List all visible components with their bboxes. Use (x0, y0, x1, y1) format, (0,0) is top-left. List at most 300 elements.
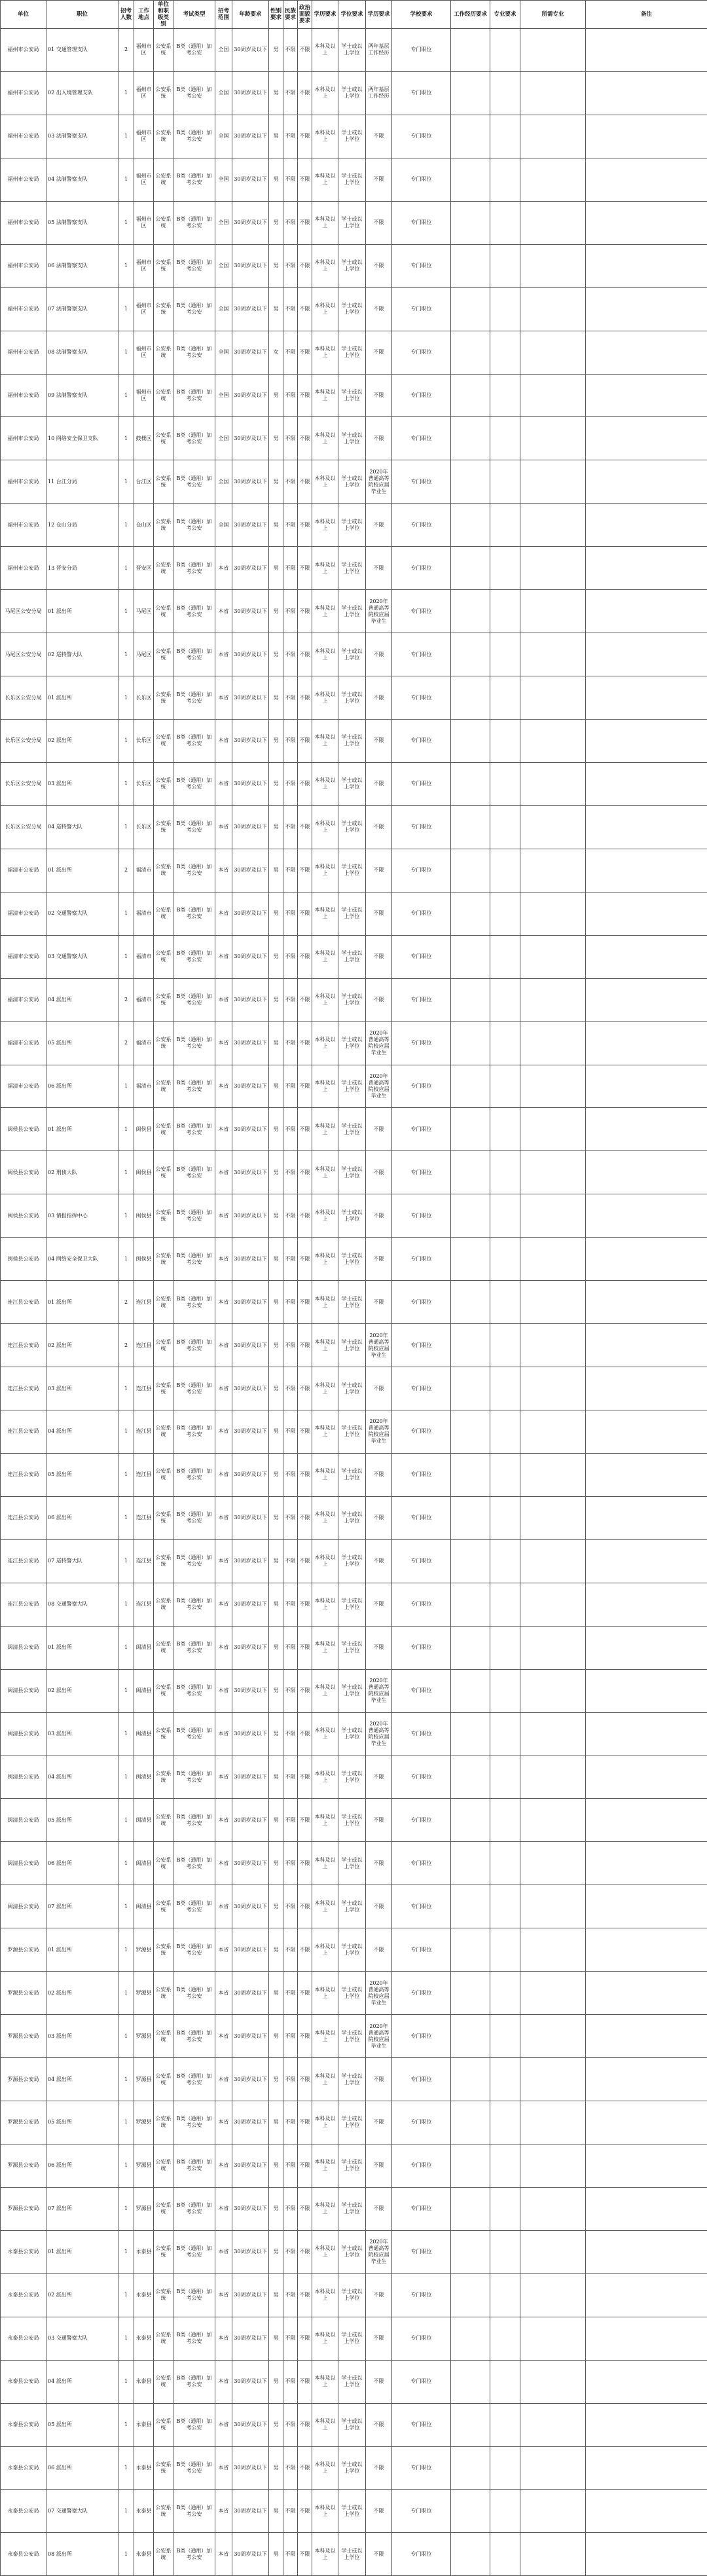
table-cell: 本科及以上 (312, 1972, 338, 2015)
table-cell (451, 29, 490, 72)
table-cell: 04 派出所 (46, 2058, 118, 2101)
table-cell: 连江县公安局 (1, 1324, 46, 1367)
table-cell: 不限 (298, 287, 312, 331)
table-cell: B类（通用）加考公安 (173, 1583, 215, 1626)
table-cell: 2020年普通高等院校应届毕业生 (366, 590, 392, 633)
table-cell: 永泰县公安局 (1, 2317, 46, 2360)
table-cell: 公安系统 (154, 1453, 173, 1496)
table-cell (451, 115, 490, 158)
table-row (1, 158, 707, 201)
table-cell: 学士或以上学位 (338, 762, 366, 805)
table-cell: 08 法制警察支队 (46, 331, 118, 374)
table-cell: 公安系统 (154, 805, 173, 849)
table-cell (490, 547, 520, 590)
table-cell (520, 460, 586, 504)
table-cell: 01 派出所 (46, 1108, 118, 1151)
table-cell (490, 805, 520, 849)
table-cell (451, 676, 490, 720)
table-cell: 公安系统 (154, 2446, 173, 2490)
table-cell: 闽清县公安局 (1, 1712, 46, 1756)
table-cell: 福州市公安局 (1, 287, 46, 331)
table-cell: 不限 (366, 1842, 392, 1885)
table-cell: 30周岁及以下 (232, 1626, 269, 1669)
column-header: 所需专业 (520, 1, 586, 29)
table-cell: 不限 (283, 2058, 298, 2101)
table-cell: 30周岁及以下 (232, 2273, 269, 2317)
column-header: 工作经历要求 (451, 1, 490, 29)
table-cell: 04 网络安全保卫大队 (46, 1238, 118, 1281)
table-row (1, 2187, 707, 2230)
table-header-row (1, 1, 707, 29)
table-cell (520, 374, 586, 417)
table-row (1, 2015, 707, 2058)
table-cell (586, 201, 707, 244)
table-cell: 公安系统 (154, 2187, 173, 2230)
table-cell: 不限 (298, 2273, 312, 2317)
table-cell (451, 504, 490, 547)
table-cell: 专门职位 (392, 1065, 451, 1108)
table-cell: 本科及以上 (312, 1539, 338, 1583)
table-cell (451, 1324, 490, 1367)
table-cell: 男 (269, 2273, 283, 2317)
table-cell: 专门职位 (392, 805, 451, 849)
table-cell: 男 (269, 2360, 283, 2403)
table-cell: 福清市公安局 (1, 1021, 46, 1065)
table-cell: 01 交通管理支队 (46, 29, 118, 72)
table-cell: 男 (269, 158, 283, 201)
table-cell: 本省 (215, 2533, 232, 2576)
table-cell (520, 2101, 586, 2144)
table-cell: 专门职位 (392, 2273, 451, 2317)
table-cell: 本科及以上 (312, 1324, 338, 1367)
table-cell: 不限 (283, 1021, 298, 1065)
table-cell: 不限 (283, 1972, 298, 2015)
table-cell: 09 法制警察支队 (46, 374, 118, 417)
table-cell: 06 法制警察支队 (46, 244, 118, 287)
table-cell: 不限 (283, 633, 298, 676)
table-cell (520, 805, 586, 849)
table-cell: B类（通用）加考公安 (173, 1281, 215, 1324)
table-cell: 02 派出所 (46, 1669, 118, 1712)
table-cell: 专门职位 (392, 1756, 451, 1799)
table-cell: B类（通用）加考公安 (173, 287, 215, 331)
table-cell: 公安系统 (154, 158, 173, 201)
table-cell: 男 (269, 1539, 283, 1583)
table-cell (586, 1410, 707, 1454)
table-cell: 学士或以上学位 (338, 935, 366, 978)
table-cell: 学士或以上学位 (338, 978, 366, 1021)
table-cell (586, 1324, 707, 1367)
table-cell: 连江县 (134, 1367, 154, 1410)
table-cell: 男 (269, 978, 283, 1021)
table-cell: 男 (269, 633, 283, 676)
table-cell: B类（通用）加考公安 (173, 1194, 215, 1238)
table-cell: B类（通用）加考公安 (173, 158, 215, 201)
table-cell: 男 (269, 2015, 283, 2058)
table-cell: 不限 (283, 935, 298, 978)
table-cell: 学士或以上学位 (338, 1410, 366, 1454)
table-row (1, 935, 707, 978)
table-cell: 本科及以上 (312, 1238, 338, 1281)
table-cell: 30周岁及以下 (232, 1972, 269, 2015)
table-cell: 不限 (283, 1194, 298, 1238)
table-cell: 鼓楼区 (134, 417, 154, 460)
table-cell (586, 633, 707, 676)
table-cell: 本科及以上 (312, 1885, 338, 1928)
table-cell: 男 (269, 2144, 283, 2187)
table-cell: 马尾区公安分局 (1, 633, 46, 676)
table-cell: 不限 (366, 1539, 392, 1583)
table-cell (520, 1885, 586, 1928)
table-cell: 03 法制警察支队 (46, 115, 118, 158)
table-cell (490, 1453, 520, 1496)
table-cell: 学士或以上学位 (338, 1021, 366, 1065)
table-row (1, 1410, 707, 1454)
table-cell: B类（通用）加考公安 (173, 504, 215, 547)
table-cell: B类（通用）加考公安 (173, 71, 215, 115)
table-cell: 公安系统 (154, 2317, 173, 2360)
table-cell: 长乐区 (134, 676, 154, 720)
table-cell: 本省 (215, 805, 232, 849)
table-cell: 男 (269, 374, 283, 417)
table-cell: 本科及以上 (312, 2230, 338, 2273)
table-cell (520, 201, 586, 244)
table-row (1, 1281, 707, 1324)
table-row (1, 1324, 707, 1367)
table-cell (586, 287, 707, 331)
table-cell: 专门职位 (392, 2101, 451, 2144)
table-cell: 男 (269, 2533, 283, 2576)
table-cell: 03 派出所 (46, 1712, 118, 1756)
table-cell: 学士或以上学位 (338, 2403, 366, 2446)
table-cell: 永泰县 (134, 2403, 154, 2446)
table-cell (451, 2273, 490, 2317)
table-cell: 30周岁及以下 (232, 762, 269, 805)
table-cell: 不限 (366, 935, 392, 978)
table-cell: 不限 (298, 2360, 312, 2403)
table-cell: 男 (269, 1885, 283, 1928)
table-cell (586, 1539, 707, 1583)
table-cell: 本省 (215, 1669, 232, 1712)
table-cell: 30周岁及以下 (232, 29, 269, 72)
table-cell: 不限 (283, 1410, 298, 1454)
table-cell: 不限 (283, 29, 298, 72)
table-cell: 全国 (215, 71, 232, 115)
table-cell (520, 417, 586, 460)
table-cell: 学士或以上学位 (338, 1367, 366, 1410)
table-cell: 本省 (215, 1108, 232, 1151)
table-cell: 不限 (298, 547, 312, 590)
table-cell (586, 2101, 707, 2144)
table-cell: 公安系统 (154, 115, 173, 158)
table-row (1, 417, 707, 460)
table-cell: 不限 (366, 201, 392, 244)
table-cell: 专门职位 (392, 1539, 451, 1583)
table-row (1, 287, 707, 331)
table-cell: 福清市 (134, 849, 154, 892)
table-cell: 永泰县公安局 (1, 2446, 46, 2490)
table-cell: 不限 (298, 1367, 312, 1410)
table-cell: 福州市公安局 (1, 460, 46, 504)
table-cell (490, 287, 520, 331)
table-cell: 07 法制警察支队 (46, 287, 118, 331)
table-cell: 连江县 (134, 1281, 154, 1324)
table-cell: 不限 (298, 2446, 312, 2490)
table-row (1, 244, 707, 287)
table-cell: 不限 (283, 849, 298, 892)
table-cell: 不限 (298, 115, 312, 158)
table-cell: 福州市区 (134, 29, 154, 72)
table-cell: 不限 (366, 287, 392, 331)
table-cell: 1 (118, 71, 134, 115)
table-cell: 学士或以上学位 (338, 287, 366, 331)
table-cell: 1 (118, 935, 134, 978)
table-cell: 两年基层工作经历 (366, 29, 392, 72)
table-cell (586, 2533, 707, 2576)
table-row (1, 849, 707, 892)
table-cell (490, 1712, 520, 1756)
table-cell: 永泰县公安局 (1, 2273, 46, 2317)
table-cell (520, 2360, 586, 2403)
table-cell (451, 1238, 490, 1281)
table-cell: 本省 (215, 2230, 232, 2273)
table-cell: 不限 (366, 2058, 392, 2101)
table-cell: 马尾区 (134, 633, 154, 676)
table-cell (490, 460, 520, 504)
table-cell: 福清市 (134, 892, 154, 935)
table-cell: 01 派出所 (46, 1626, 118, 1669)
table-cell: 不限 (283, 1842, 298, 1885)
table-cell: 不限 (298, 1928, 312, 1972)
table-cell: 30周岁及以下 (232, 2317, 269, 2360)
table-cell (586, 29, 707, 72)
table-cell: 学士或以上学位 (338, 1885, 366, 1928)
table-cell: 公安系统 (154, 29, 173, 72)
table-cell (586, 504, 707, 547)
table-cell: 公安系统 (154, 720, 173, 763)
table-cell: 罗源县 (134, 2187, 154, 2230)
table-cell: 学士或以上学位 (338, 2446, 366, 2490)
table-row (1, 331, 707, 374)
table-cell: 男 (269, 1021, 283, 1065)
table-cell: 1 (118, 1410, 134, 1454)
table-cell: 专门职位 (392, 547, 451, 590)
table-cell: 1 (118, 115, 134, 158)
table-cell: 02 派出所 (46, 1324, 118, 1367)
column-header: 考试类型 (173, 1, 215, 29)
table-cell: 闽清县 (134, 1669, 154, 1712)
table-cell: B类（通用）加考公安 (173, 1885, 215, 1928)
table-cell: 本省 (215, 978, 232, 1021)
table-cell: 男 (269, 1799, 283, 1842)
table-cell: 不限 (298, 2144, 312, 2187)
table-cell: 30周岁及以下 (232, 590, 269, 633)
table-cell (520, 1799, 586, 1842)
table-cell: 公安系统 (154, 1539, 173, 1583)
table-cell: 不限 (283, 2273, 298, 2317)
table-cell: 本科及以上 (312, 1453, 338, 1496)
table-cell: B类（通用）加考公安 (173, 1626, 215, 1669)
table-cell: 03 交通警察大队 (46, 2317, 118, 2360)
table-row (1, 633, 707, 676)
table-cell: 学士或以上学位 (338, 504, 366, 547)
table-cell: 不限 (366, 2144, 392, 2187)
table-cell: 本科及以上 (312, 892, 338, 935)
table-cell: 30周岁及以下 (232, 935, 269, 978)
table-row (1, 2144, 707, 2187)
table-cell (520, 1842, 586, 1885)
table-cell: 学士或以上学位 (338, 1756, 366, 1799)
table-cell: 不限 (283, 1367, 298, 1410)
table-cell: 公安系统 (154, 244, 173, 287)
table-cell: 不限 (298, 676, 312, 720)
table-cell (490, 1410, 520, 1454)
table-cell: 公安系统 (154, 2403, 173, 2446)
table-cell: B类（通用）加考公安 (173, 1367, 215, 1410)
table-cell: 1 (118, 2533, 134, 2576)
table-cell: 30周岁及以下 (232, 158, 269, 201)
table-cell: 1 (118, 287, 134, 331)
table-cell (490, 504, 520, 547)
table-cell: 本科及以上 (312, 2446, 338, 2490)
table-cell: 本省 (215, 1065, 232, 1108)
column-header: 学校要求 (392, 1, 451, 29)
table-row (1, 1453, 707, 1496)
column-header: 备注 (586, 1, 707, 29)
table-cell: 01 派出所 (46, 1281, 118, 1324)
table-cell (520, 1108, 586, 1151)
table-cell: 公安系统 (154, 1151, 173, 1194)
table-cell (490, 1281, 520, 1324)
table-row (1, 2317, 707, 2360)
table-cell: 30周岁及以下 (232, 1108, 269, 1151)
table-cell: B类（通用）加考公安 (173, 2490, 215, 2533)
table-cell: 30周岁及以下 (232, 1324, 269, 1367)
table-cell: 男 (269, 935, 283, 978)
table-cell (490, 1324, 520, 1367)
table-row (1, 1238, 707, 1281)
table-cell: 本科及以上 (312, 2015, 338, 2058)
table-row (1, 2101, 707, 2144)
table-cell: 02 交通警察大队 (46, 892, 118, 935)
table-cell: B类（通用）加考公安 (173, 1151, 215, 1194)
table-cell: 本省 (215, 720, 232, 763)
table-cell (586, 1065, 707, 1108)
table-cell: 不限 (298, 2490, 312, 2533)
table-cell (451, 2144, 490, 2187)
table-cell: 1 (118, 2144, 134, 2187)
table-cell (520, 1496, 586, 1539)
table-cell: 05 派出所 (46, 1453, 118, 1496)
table-cell (586, 2403, 707, 2446)
table-cell (451, 547, 490, 590)
table-cell: 本科及以上 (312, 935, 338, 978)
table-cell: 专门职位 (392, 1972, 451, 2015)
table-cell: 男 (269, 2101, 283, 2144)
table-cell: 闽侯县公安局 (1, 1238, 46, 1281)
table-cell: 专门职位 (392, 676, 451, 720)
table-cell: 两年基层工作经历 (366, 71, 392, 115)
table-cell: 本科及以上 (312, 1583, 338, 1626)
table-cell (586, 1669, 707, 1712)
table-cell (451, 374, 490, 417)
table-cell (451, 2360, 490, 2403)
table-cell: 专门职位 (392, 417, 451, 460)
table-row (1, 2490, 707, 2533)
table-row (1, 1194, 707, 1238)
table-cell: 学士或以上学位 (338, 158, 366, 201)
table-cell: 1 (118, 547, 134, 590)
table-cell: 专门职位 (392, 244, 451, 287)
table-cell: 不限 (283, 1539, 298, 1583)
table-cell: 不限 (366, 978, 392, 1021)
table-cell: 1 (118, 1367, 134, 1410)
table-cell (520, 2317, 586, 2360)
table-cell (586, 244, 707, 287)
table-cell: 福州市公安局 (1, 417, 46, 460)
table-cell: 不限 (283, 2187, 298, 2230)
table-cell: B类（通用）加考公安 (173, 849, 215, 892)
table-cell: 学士或以上学位 (338, 2360, 366, 2403)
table-cell: 专门职位 (392, 1799, 451, 1842)
table-cell (490, 1885, 520, 1928)
table-cell: 01 派出所 (46, 2230, 118, 2273)
table-cell: 本科及以上 (312, 2533, 338, 2576)
column-header: 年龄要求 (232, 1, 269, 29)
table-cell: 公安系统 (154, 633, 173, 676)
table-cell: 闽清县公安局 (1, 1669, 46, 1712)
table-cell: 30周岁及以下 (232, 504, 269, 547)
table-cell: 公安系统 (154, 460, 173, 504)
table-cell: 不限 (283, 720, 298, 763)
table-cell (520, 2446, 586, 2490)
table-cell (451, 201, 490, 244)
table-cell: 1 (118, 762, 134, 805)
table-cell: 闽清县公安局 (1, 1626, 46, 1669)
table-cell: 仓山区 (134, 504, 154, 547)
table-cell: 01 派出所 (46, 676, 118, 720)
table-cell: 1 (118, 460, 134, 504)
table-cell: 公安系统 (154, 1583, 173, 1626)
table-cell: 本省 (215, 2446, 232, 2490)
table-cell: 本省 (215, 2360, 232, 2403)
table-cell: 本科及以上 (312, 1367, 338, 1410)
table-cell: 长乐区 (134, 720, 154, 763)
table-cell: 全国 (215, 115, 232, 158)
table-cell: 30周岁及以下 (232, 1756, 269, 1799)
table-cell: 不限 (283, 1712, 298, 1756)
table-cell (586, 2446, 707, 2490)
table-cell (490, 892, 520, 935)
table-cell: 男 (269, 1928, 283, 1972)
table-cell: 30周岁及以下 (232, 2360, 269, 2403)
table-cell: 不限 (298, 2101, 312, 2144)
table-cell: 1 (118, 2446, 134, 2490)
table-cell: B类（通用）加考公安 (173, 633, 215, 676)
table-cell: 02 刑侦大队 (46, 1151, 118, 1194)
table-cell: 不限 (283, 805, 298, 849)
table-cell: 公安系统 (154, 1885, 173, 1928)
table-row (1, 504, 707, 547)
table-cell: 不限 (283, 115, 298, 158)
table-cell: 不限 (366, 2187, 392, 2230)
table-cell: 30周岁及以下 (232, 2187, 269, 2230)
table-cell: 本省 (215, 1151, 232, 1194)
table-cell: 公安系统 (154, 1626, 173, 1669)
table-cell: 专门职位 (392, 1410, 451, 1454)
table-cell (520, 1453, 586, 1496)
column-header: 学历要求 (366, 1, 392, 29)
